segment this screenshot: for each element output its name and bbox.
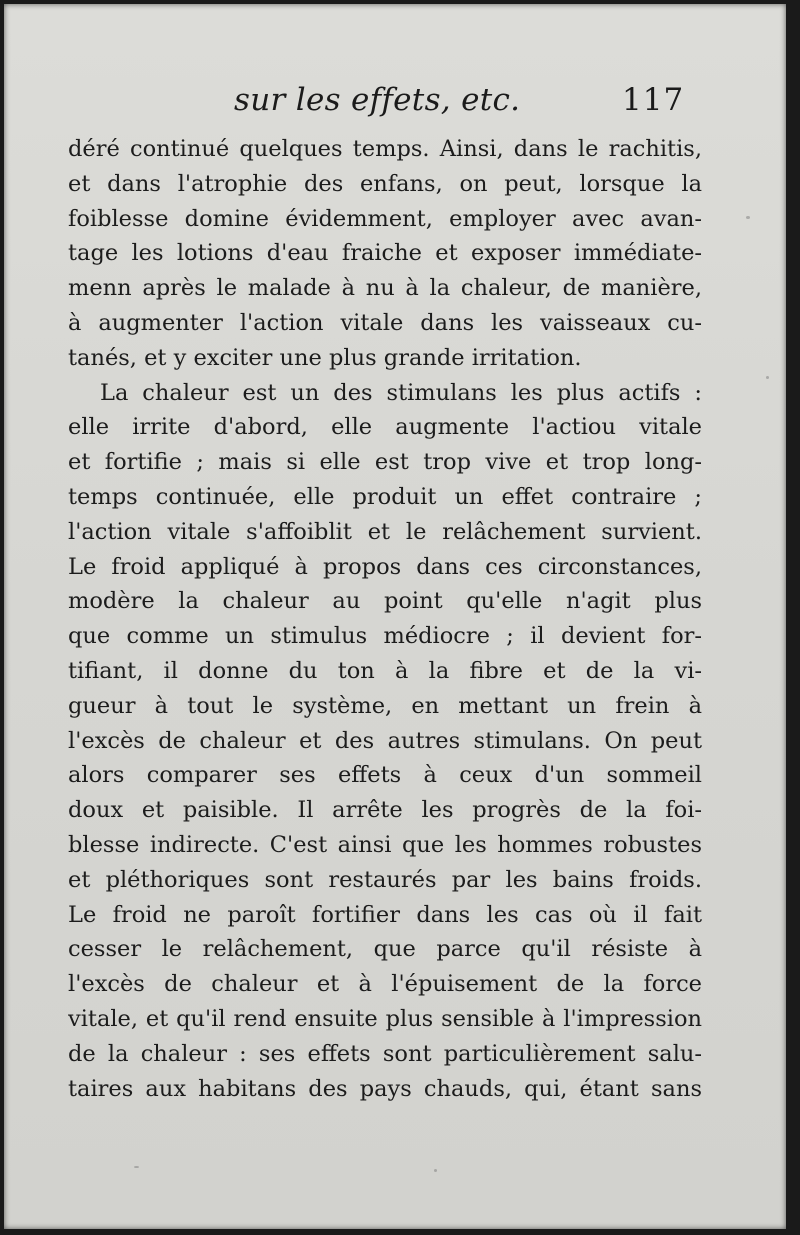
text-line: Le froid appliqué à propos dans ces circonstances, (68, 553, 702, 580)
text-line: La chaleur est un des stimulans les plus actifs : (100, 379, 702, 406)
text-line: temps continuée, elle produit un effet contraire ; (68, 483, 702, 510)
page-number: 117 (622, 82, 685, 118)
text-line: alors comparer ses effets à ceux d'un sommeil (68, 762, 702, 789)
paper-speck (134, 1166, 139, 1168)
text-line: vitale, et qu'il rend ensuite plus sensible à l'impression (68, 1005, 702, 1032)
text-line: que comme un stimulus médiocre ; il devient for- (68, 623, 702, 650)
book-page (4, 4, 786, 1229)
text-line: l'excès de chaleur et à l'épuisement de la force (68, 971, 702, 998)
text-line: Le froid ne paroît fortifier dans les cas où il fait (68, 901, 702, 928)
text-line: menn après le malade à nu à la chaleur, de manière, (68, 275, 702, 302)
paper-speck (434, 1169, 437, 1172)
text-line: et fortifie ; mais si elle est trop vive et trop long- (68, 449, 702, 476)
text-line: à augmenter l'action vitale dans les vaisseaux cu- (68, 309, 702, 336)
text-line: elle irrite d'abord, elle augmente l'actiou vitale (68, 414, 702, 441)
running-title: sur les effets, etc. (234, 82, 521, 118)
paragraph (68, 132, 702, 376)
paper-speck (766, 376, 769, 379)
paper-speck (746, 216, 750, 219)
text-line: modère la chaleur au point qu'elle n'agit plus (68, 588, 702, 615)
text-line: tifiant, il donne du ton à la fibre et de la vi- (68, 657, 702, 684)
body-text (68, 132, 702, 1106)
running-head (4, 82, 786, 126)
text-line: tage les lotions d'eau fraiche et exposer immédiate- (68, 240, 702, 267)
paragraph (68, 376, 702, 1107)
text-line: l'action vitale s'affoiblit et le relâchement survient. (68, 518, 702, 545)
text-line: déré continué quelques temps. Ainsi, dans le rachitis, (68, 136, 702, 162)
text-line: l'excès de chaleur et des autres stimulans. On peut (68, 727, 702, 754)
text-line: tanés, et y exciter une plus grande irritation. (68, 344, 582, 371)
text-line: foiblesse domine évidemment, employer avec avan- (68, 205, 702, 232)
text-line: de la chaleur : ses effets sont particulièrement salu- (68, 1040, 702, 1067)
text-line: et dans l'atrophie des enfans, on peut, lorsque la (68, 170, 702, 197)
text-line: cesser le relâchement, que parce qu'il résiste à (68, 936, 702, 963)
text-line: gueur à tout le système, en mettant un frein à (68, 692, 702, 719)
text-line: doux et paisible. Il arrête les progrès de la foi- (68, 797, 702, 824)
text-line: taires aux habitans des pays chauds, qui, étant sans (68, 1075, 702, 1102)
text-line: et pléthoriques sont restaurés par les bains froids. (68, 866, 702, 893)
text-line: blesse indirecte. C'est ainsi que les hommes robustes (68, 831, 702, 858)
